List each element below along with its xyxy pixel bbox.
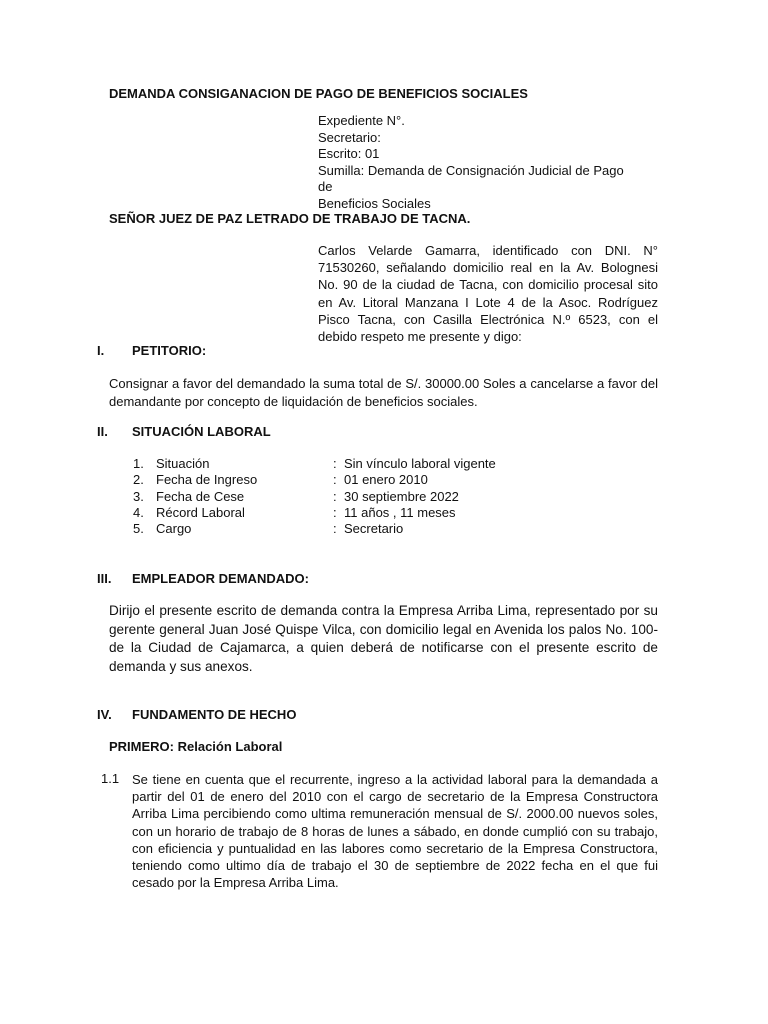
empleador-body: Dirijo el presente escrito de demanda contra la Empresa Arriba Lima, representado por su gerente general Juan José Quispe Vilca, con domicilio legal en Avenida los palos No. 100- de la Ciudad de Cajamarca, a quien deberá de notificarse con el presente escrito de demanda y sus anexos.	[109, 603, 658, 674]
colon-separator: :	[333, 521, 337, 537]
paragraph-1-1: Se tiene en cuenta que el recurrente, ingreso a la actividad laboral para la demandada a partir del 01 de enero del 2010 con el cargo de secretario de la Empresa Constructora Arriba Lima percibiendo como ultima remuneración mensual de S/. 2000.00 nuevos soles, con un horario de trabajo de 8 horas de lunes a sábado, en donde cumplió con su trabajo, con eficiencia y puntualidad en las labores como secretario de la Empresa Constructora, teniendo como ultimo día de trabajo el 30 de septiembre de 2022 fecha en el que fui cesado por la Empresa Arriba Lima.	[132, 772, 658, 891]
section-number: I.	[97, 343, 105, 358]
secretario-line: Secretario:	[318, 129, 381, 145]
item-label: Cargo	[156, 521, 192, 537]
subheading-primero: PRIMERO: Relación Laboral	[109, 739, 283, 754]
list-item	[133, 521, 583, 537]
paragraph-number: 1.1	[101, 771, 120, 786]
item-value: 30 septiembre 2022	[344, 488, 459, 504]
item-number: 5.	[133, 521, 144, 537]
item-number: 2.	[133, 472, 144, 488]
petitorio-body: Consignar a favor del demandado la suma total de S/. 30000.00 Soles a cancelarse a favor del demandante por concepto de liquidación de beneficios sociales.	[109, 376, 658, 409]
item-number: 1.	[133, 456, 144, 471]
item-label: Récord Laboral	[156, 504, 245, 520]
section-number: IV.	[97, 707, 112, 722]
party-introduction: Carlos Velarde Gamarra, identificado con DNI. N° 71530260, señalando domicilio real en la Av. Bolognesi No. 90 de la ciudad de Tacna, con domicilio procesal sito en Av. Litoral Manzana I Lote 4 de la Asoc. Rodríguez Pisco Tacna, con Casilla Electrónica N.º 6523, con el debido respeto me presente y digo:	[318, 243, 658, 345]
item-number: 3.	[133, 488, 144, 504]
colon-separator: :	[333, 504, 337, 520]
addressee: SEÑOR JUEZ DE PAZ LETRADO DE TRABAJO DE TACNA.	[109, 211, 471, 226]
item-label: Situación	[156, 456, 210, 471]
item-value: 11 años , 11 meses	[344, 504, 456, 520]
document-title: DEMANDA CONSIGANACION DE PAGO DE BENEFICIOS SOCIALES	[109, 86, 528, 101]
case-header	[318, 113, 638, 212]
escrito-line: Escrito: 01	[318, 146, 380, 161]
list-item	[133, 472, 583, 488]
list-item	[133, 489, 583, 505]
item-value: Secretario	[344, 521, 404, 537]
list-item	[133, 456, 583, 472]
colon-separator: :	[333, 472, 337, 488]
sumilla-line: Sumilla: Demanda de Consignación Judicial de Pago de	[318, 162, 624, 194]
section-title-petitorio: PETITORIO:	[132, 343, 207, 358]
section-number: III.	[97, 571, 112, 586]
section-title-empleador: EMPLEADOR DEMANDADO:	[132, 571, 309, 586]
section-title-situacion: SITUACIÓN LABORAL	[132, 424, 271, 439]
item-label: Fecha de Cese	[156, 488, 245, 504]
item-label: Fecha de Ingreso	[156, 472, 258, 488]
item-number: 4.	[133, 504, 144, 520]
section-title-fundamento: FUNDAMENTO DE HECHO	[132, 707, 297, 722]
colon-separator: :	[333, 488, 337, 504]
sumilla-line-continuation: Beneficios Sociales	[318, 195, 431, 211]
list-item	[133, 505, 583, 521]
item-value: Sin vínculo laboral vigente	[344, 456, 496, 471]
situacion-list	[133, 456, 583, 537]
section-number: II.	[97, 424, 108, 439]
colon-separator: :	[333, 456, 337, 471]
expediente-line: Expediente N°.	[318, 113, 405, 128]
item-value: 01 enero 2010	[344, 472, 428, 488]
